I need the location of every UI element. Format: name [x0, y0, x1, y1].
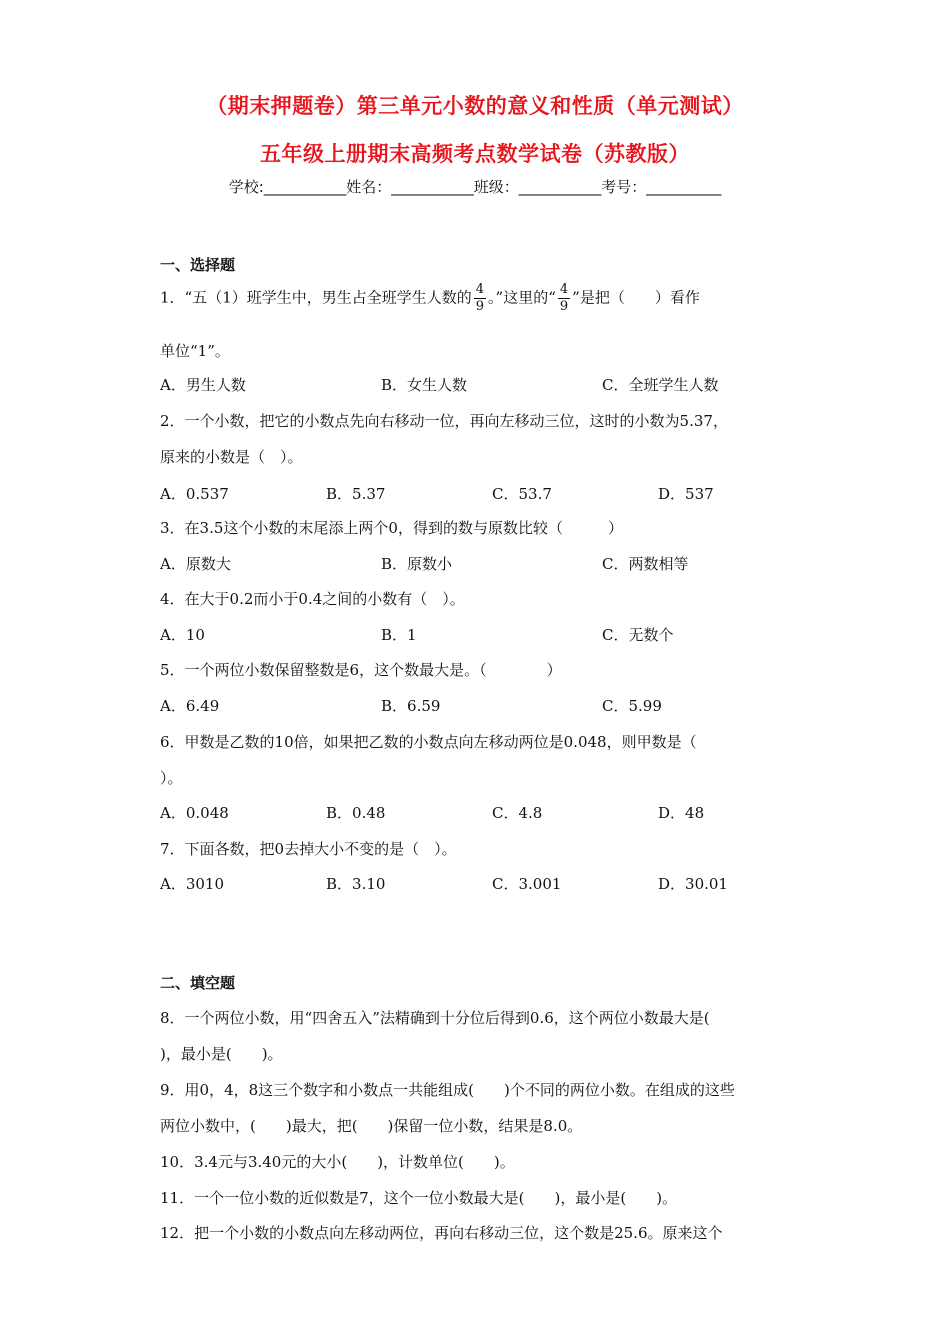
option-c: C．53.7 [492, 485, 552, 503]
question-1 [160, 282, 800, 315]
option-a: A．10 [160, 626, 205, 644]
option-c: C．全班学生人数 [602, 376, 719, 394]
option-a: A．6.49 [160, 697, 220, 715]
question-6-continuation: ）。 [160, 769, 183, 787]
question-1-continuation: 单位“1”。 [160, 342, 230, 360]
option-c: C．5.99 [602, 697, 662, 715]
question-11: 11．一个一位小数的近似数是7，这个一位小数最大是( )，最小是( )。 [160, 1189, 678, 1207]
option-a: A．3010 [160, 875, 225, 893]
option-b: B．3.10 [326, 875, 386, 893]
question-3-options [160, 553, 800, 575]
fraction-numerator: 4 [475, 282, 485, 297]
question-5: 5．一个两位小数保留整数是6，这个数最大是。（ ） [160, 661, 562, 679]
question-10: 10．3.4元与3.40元的大小( )，计数单位( )。 [160, 1153, 515, 1171]
question-7-options [160, 873, 800, 895]
question-1-text-post: ”是把（ ）看作 [572, 288, 700, 307]
question-2-options [160, 483, 800, 505]
question-6-options [160, 802, 800, 824]
fraction-4-9-second [558, 282, 570, 315]
question-7: 7．下面各数，把0去掉大小不变的是（ ）。 [160, 840, 457, 858]
question-5-options [160, 695, 800, 717]
question-6: 6．甲数是乙数的10倍，如果把乙数的小数点向左移动两位是0.048，则甲数是（ [160, 733, 697, 751]
section-fill-heading: 二、填空题 [160, 974, 236, 992]
option-b: B．女生人数 [381, 376, 468, 394]
option-a: A．0.048 [160, 804, 229, 822]
option-d: D．537 [658, 485, 714, 503]
option-d: D．30.01 [658, 875, 728, 893]
exam-title-line1: （期末押题卷）第三单元小数的意义和性质（单元测试） [206, 94, 744, 118]
question-9: 9．用0，4，8这三个数字和小数点一共能组成( )个不同的两位小数。在组成的这些 [160, 1081, 735, 1099]
option-d: D．48 [658, 804, 705, 822]
option-c: C．3.001 [492, 875, 562, 893]
student-info-line: 学校:___________姓名：___________班级：___________考号：__________ [228, 178, 722, 196]
fraction-numerator: 4 [559, 282, 569, 297]
option-b: B．0.48 [326, 804, 386, 822]
question-4: 4．在大于0.2而小于0.4之间的小数有（ ）。 [160, 590, 465, 608]
option-c: C．4.8 [492, 804, 543, 822]
question-1-text-mid: 。”这里的“ [488, 288, 556, 307]
section-choice-heading: 一、选择题 [160, 256, 236, 274]
question-9-continuation: 两位小数中，( )最大，把( )保留一位小数，结果是8.0。 [160, 1117, 583, 1135]
fraction-denominator: 9 [559, 299, 569, 314]
exam-title-line2: 五年级上册期末高频考点数学试卷（苏教版） [260, 142, 690, 166]
option-b: B．原数小 [381, 555, 453, 573]
option-b: B．5.37 [326, 485, 386, 503]
fraction-4-9-first [474, 282, 486, 315]
option-b: B．1 [381, 626, 417, 644]
option-a: A．男生人数 [160, 376, 246, 394]
question-12: 12．把一个小数的小数点向左移动两位，再向右移动三位，这个数是25.6。原来这个 [160, 1224, 723, 1242]
option-a: A．原数大 [160, 555, 231, 573]
question-4-options [160, 624, 800, 646]
option-a: A．0.537 [160, 485, 229, 503]
question-2-continuation: 原来的小数是（ ）。 [160, 448, 303, 466]
option-b: B．6.59 [381, 697, 441, 715]
question-1-options [160, 374, 800, 396]
option-c: C．无数个 [602, 626, 674, 644]
question-3: 3．在3.5这个小数的末尾添上两个0，得到的数与原数比较（ ） [160, 519, 623, 537]
question-8: 8．一个两位小数，用“四舍五入”法精确到十分位后得到0.6，这个两位小数最大是( [160, 1009, 710, 1027]
question-2: 2．一个小数，把它的小数点先向右移动一位，再向左移动三位，这时的小数为5.37， [160, 412, 728, 430]
question-8-continuation: )，最小是( )。 [160, 1045, 283, 1063]
fraction-denominator: 9 [475, 299, 485, 314]
option-c: C．两数相等 [602, 555, 689, 573]
question-1-text-pre: 1．“五（1）班学生中，男生占全班学生人数的 [160, 288, 472, 307]
